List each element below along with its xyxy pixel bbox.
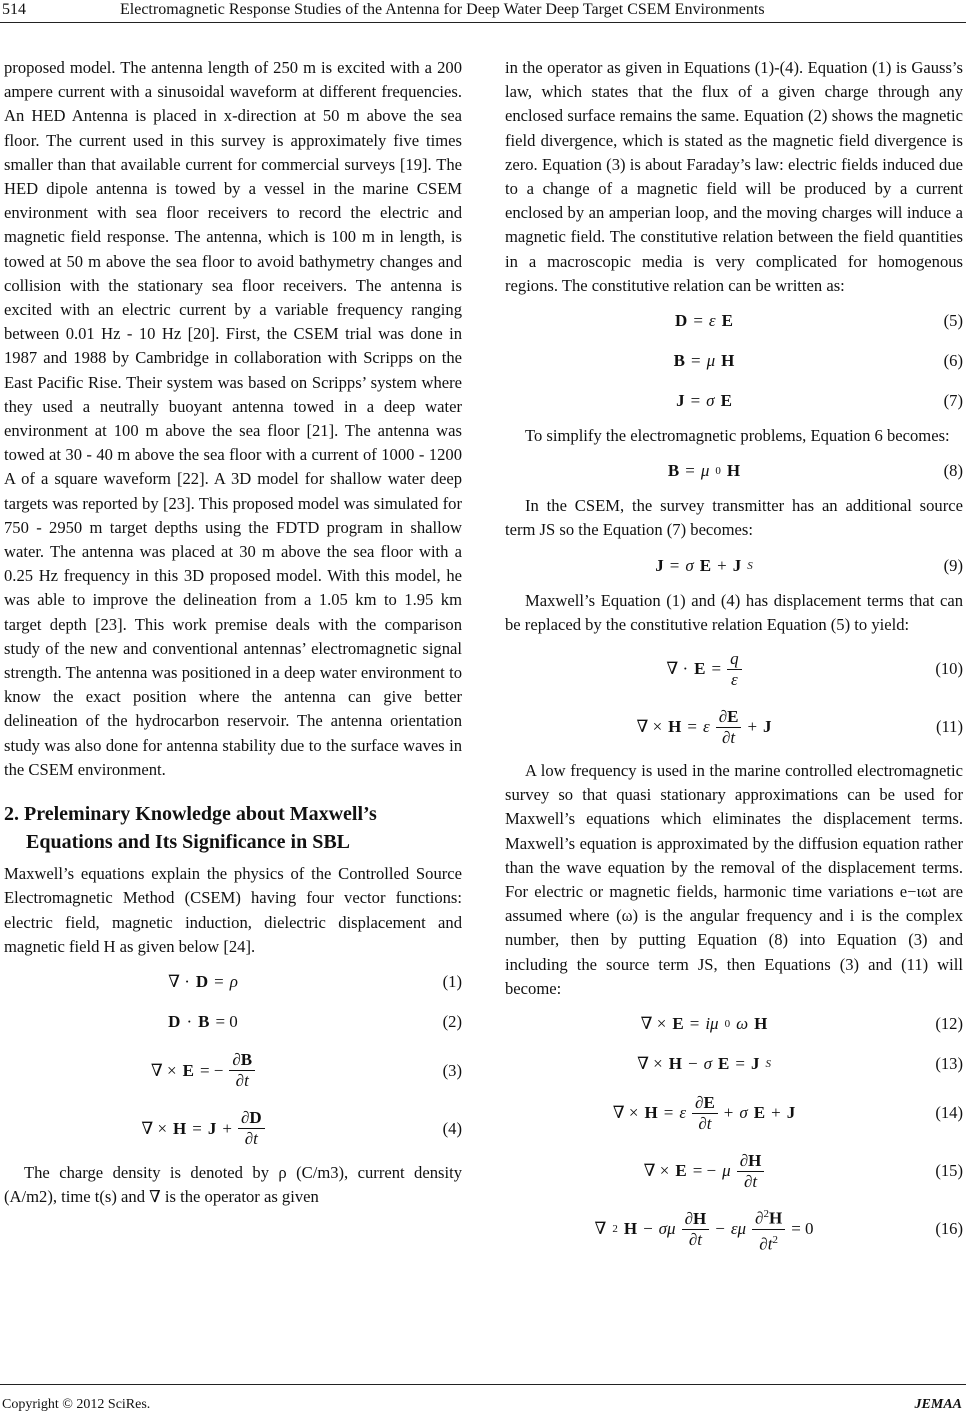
- paragraph: In the CSEM, the survey transmitter has an additional source term JS so the Equation (7) becomes:: [505, 496, 963, 540]
- equation-number: (13): [935, 1053, 963, 1073]
- equation-number: (14): [935, 1102, 963, 1122]
- equation-number: (7): [943, 390, 963, 410]
- equation-3: ∇ × E = − $\frac{\partial B}{\partial t}$ (3): [150, 1050, 462, 1091]
- equation-number: (9): [943, 555, 963, 575]
- equation-13: ∇ × H − σ E = J S (13): [505, 1047, 963, 1081]
- equation-number: (8): [943, 461, 963, 481]
- equation-6: B = μ H (6): [505, 344, 963, 378]
- equation-5: D = ε E (5): [505, 304, 963, 338]
- header-rule: [0, 22, 966, 23]
- equation-number: (11): [935, 716, 963, 736]
- equation-16: ∇ 2 H − σμ $\frac{\partial H}{\partial t}$ − εμ $\frac{\partial^2H}{\partial t^2}$ = 0 (16): [505, 1203, 963, 1255]
- equation-7: J = σ E (7): [505, 384, 963, 418]
- running-header: [0, 0, 966, 22]
- right-column: [505, 56, 963, 1261]
- paragraph: To simplify the electromagnetic problems, Equation 6 becomes:: [525, 426, 950, 446]
- page-number: 514: [2, 1, 26, 18]
- equation-number: (12): [935, 1013, 963, 1033]
- section-heading-line-2: Equations and Its Significance in SBL: [26, 831, 350, 854]
- paragraph: proposed model. The antenna length of 250 m is excited with a 200 ampere current with a sinusoidal waveform at different frequencies. An HED Antenna is placed in x-direction at 50 m above the sea floor. The current used in this survey is approximately five times smaller than that available current for commercial surveys [19]. The HED dipole antenna is towed by a vessel in the marine CSEM environment with sea floor receivers to record the electric and magnetic field response. The antenna, which is 100 m in length, is towed at 50 m above the sea floor to avoid bathymetry changes and collision with the stationary sea floor receivers. The antenna is excited with an electric current by a variable frequency ranging between 0.01 Hz - 10 Hz [20]. First, the CSEM trial was done in 1987 and 1988 by Cambridge in collaboration with Scripps on the East Pacific Rise. Their system was based on Scripps’ system where they used a neutrally buoyant antenna towed in a deep water environment at 100 m above the sea floor [21]. The antenna was towed at 30 - 40 m above the sea floor with a current of 1000 - 1200 A of a square waveform [22]. A 3D model for shallow water deep targets was reported by [23]. This proposed model was simulated for 750 - 2950 m target depths using the FDTD program in shallow water. The antenna was placed at 30 m above the sea floor with a 0.25 Hz frequency in this 3D proposed model. With this model, he was able to improve the delineation from a 1.05 km to 1.95 km target depth [23]. This work premise deals with the comparison study of the new and conventional antennas’ electromagnetic signal strength. The antenna was positioned in a deep water environment to know the exact position where the antenna can give better delineation of the hydrocarbon reservoir. The antenna orientation study was also done for antenna stability due to the surface waves in the CSEM environment.: [4, 58, 462, 779]
- running-title: Electromagnetic Response Studies of the Antenna for Deep Water Deep Target CSEM Environments: [120, 1, 765, 18]
- section-heading-line-1: 2. Preleminary Knowledge about Maxwell’s: [4, 803, 377, 826]
- equation-number: (6): [943, 350, 963, 370]
- paragraph: The charge density is denoted by ρ (C/m3), current density (A/m2), time t(s) and ∇ is the operator as given: [4, 1162, 462, 1207]
- paragraph: in the operator as given in Equations (1)-(4). Equation (1) is Gauss’s law, which states that the flux of a given charge through any enclosed surface remains the same. Equation (2) shows the magnetic field divergence, which is stated as the magnetic field divergence is zero. Equation (3) is about Faraday’s law: electric fields induced due to a change of a magnetic field will be produced by a current enclosed by an amperian loop, and the moving charges will induce a magnetic field. The constitutive relation between the field quantities in a macroscopic media is very complicated for homogenous regions. The constitutive relation can be written as:: [505, 58, 963, 295]
- equation-number: (3): [442, 1060, 462, 1080]
- equation-number: (5): [943, 310, 963, 330]
- equation-14: ∇ × H = ε $\frac{\partial E}{\partial t}$ + σ E + J (14): [612, 1092, 963, 1133]
- equation-11: ∇ × H = ε $\frac{\partial E}{\partial t}$ + J (11): [636, 706, 963, 747]
- equation-number: (4): [442, 1118, 462, 1138]
- equation-4: ∇ × H = J + $\frac{\partial D}{\partial t}$ (4): [141, 1108, 462, 1149]
- equation-15: ∇ × E = − μ $\frac{\partial H}{\partial t}$ (15): [643, 1150, 963, 1191]
- equation-number: (16): [935, 1218, 963, 1238]
- equation-9: J = σ E + J S (9): [505, 549, 963, 583]
- equation-1: ∇ · D = ρ (1): [4, 965, 462, 999]
- equation-number: (15): [935, 1160, 963, 1180]
- equation-12: ∇ × E = iμ 0 ω H (12): [505, 1007, 963, 1041]
- equation-10: ∇ · E = $\frac{q}{\varepsilon}$ (10): [666, 648, 963, 689]
- equation-number: (1): [442, 971, 462, 991]
- section-heading: [4, 800, 462, 856]
- equation-number: (10): [935, 658, 963, 678]
- equation-number: (2): [442, 1011, 462, 1031]
- paragraph: A low frequency is used in the marine controlled electromagnetic survey so that quasi stationary approximations can be used for Maxwell’s equations which eliminates the displacement terms. Maxwell’s equation is approximated by the diffusion equation rather than the wave equation by the removal of the displacement terms. For electric or magnetic fields, harmonic time variations e−ιωt are assumed where (ω) is the angular frequency and i is the complex number, then by putting Equation (8) into Equation (3) and including the source term JS, then Equations (3) and (11) will become:: [505, 761, 963, 998]
- copyright-notice: Copyright © 2012 SciRes.: [2, 1397, 151, 1412]
- journal-abbreviation: JEMAA: [914, 1397, 962, 1412]
- paragraph: Maxwell’s equations explain the physics of the Controlled Source Electromagnetic Method (CSEM) having four vector functions: electric field, magnetic induction, dielectric displacement and magnetic field H as given below [24].: [4, 864, 462, 956]
- equation-8: B = μ 0 H (8): [505, 454, 963, 488]
- equation-2: D · B = 0 (2): [4, 1005, 462, 1039]
- left-column: [4, 56, 462, 1209]
- page-footer: [0, 1384, 966, 1415]
- paragraph: Maxwell’s Equation (1) and (4) has displacement terms that can be replaced by the constitutive relation Equation (5) to yield:: [505, 590, 963, 634]
